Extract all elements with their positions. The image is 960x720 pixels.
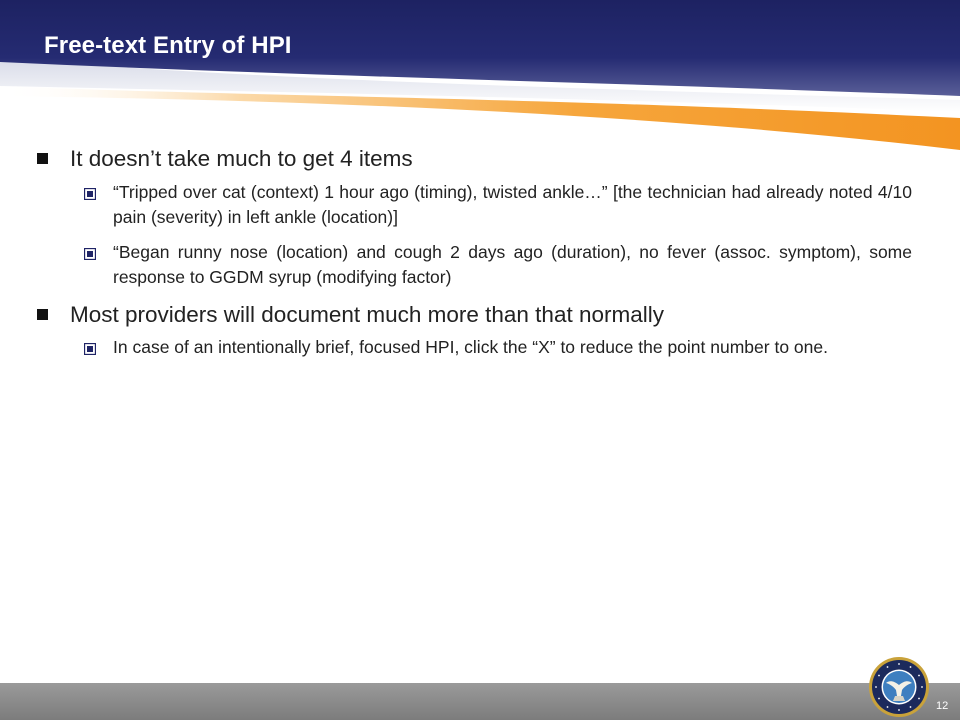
page-number: 12 [936, 700, 949, 712]
sub-bullet-item [36, 335, 916, 360]
dod-seal-icon [868, 656, 930, 718]
slide-title: Free-text Entry of HPI [44, 32, 292, 59]
slide-content [36, 140, 916, 360]
sub-bullet-item [36, 180, 916, 230]
header-band [0, 0, 960, 160]
sub-bullet-text: “Began runny nose (location) and cough 2 days ago (duration), no fever (assoc. symptom), some response to GGDM syrup (modifying factor) [113, 242, 912, 287]
boxed-square-bullet-icon [84, 343, 96, 355]
footer-bar [0, 683, 960, 720]
sub-bullet-text: “Tripped over cat (context) 1 hour ago (timing), twisted ankle…” [the technician had already noted 4/10 pain (severity) in left ankle (location)] [113, 182, 912, 227]
bullet-text: Most providers will document much more than that normally [70, 302, 664, 327]
bullet-item [36, 298, 916, 331]
bullet-text: It doesn’t take much to get 4 items [70, 146, 413, 171]
boxed-square-bullet-icon [84, 248, 96, 260]
square-bullet-icon [37, 309, 48, 320]
square-bullet-icon [37, 153, 48, 164]
sub-bullet-item [36, 240, 916, 290]
boxed-square-bullet-icon [84, 188, 96, 200]
bullet-item [36, 142, 916, 175]
sub-bullet-text: In case of an intentionally brief, focused HPI, click the “X” to reduce the point number to one. [113, 337, 828, 357]
